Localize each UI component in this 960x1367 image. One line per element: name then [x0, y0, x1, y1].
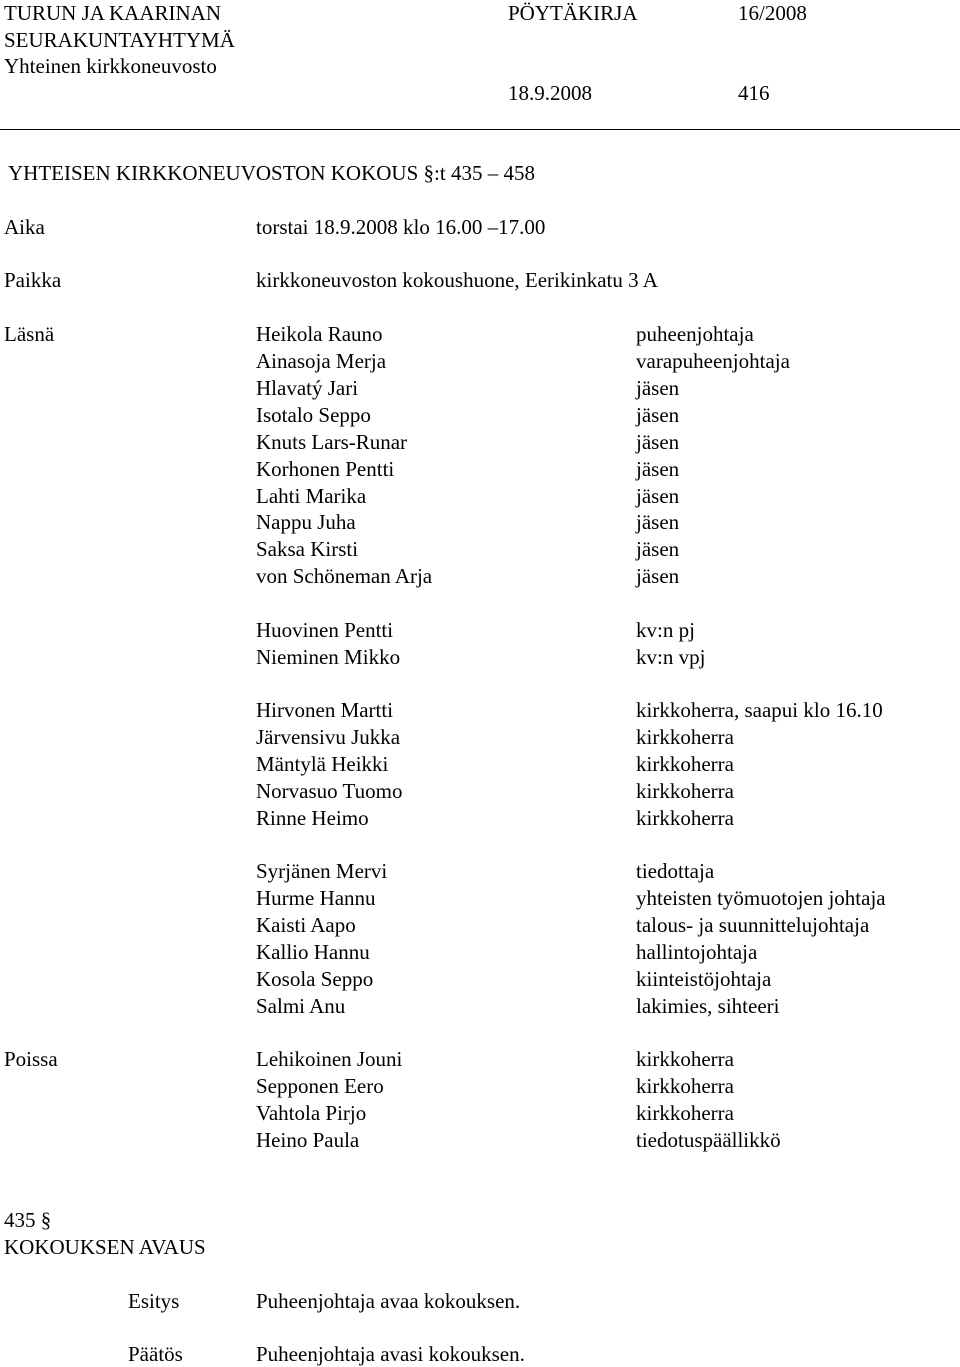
vicar-name: Norvasuo Tuomo — [256, 779, 403, 803]
council-role: kv:n vpj — [636, 645, 706, 669]
vicar-role: kirkkoherra, saapui klo 16.10 — [636, 698, 883, 722]
page-number: 416 — [738, 81, 770, 105]
council-name: Nieminen Mikko — [256, 645, 401, 669]
header-divider — [0, 129, 960, 130]
time-label: Aika — [4, 215, 45, 239]
absent-name: Vahtola Pirjo — [256, 1101, 367, 1125]
member-name: Lahti Marika — [256, 484, 367, 508]
section-title: KOKOUKSEN AVAUS — [4, 1235, 206, 1259]
doc-number: 16/2008 — [738, 1, 807, 25]
member-name: Isotalo Seppo — [256, 403, 371, 427]
proposal-label: Esitys — [128, 1289, 180, 1313]
member-name: Ainasoja Merja — [256, 349, 387, 373]
staff-role: yhteisten työmuotojen johtaja — [636, 886, 886, 910]
staff-name: Kallio Hannu — [256, 940, 370, 964]
vicar-role: kirkkoherra — [636, 779, 734, 803]
member-name: Heikola Rauno — [256, 322, 383, 346]
member-name: Saksa Kirsti — [256, 537, 359, 561]
absent-name: Lehikoinen Jouni — [256, 1047, 403, 1071]
absent-name: Sepponen Eero — [256, 1074, 384, 1098]
member-role: jäsen — [636, 537, 680, 561]
decision-text: Puheenjohtaja avasi kokouksen. — [256, 1342, 525, 1366]
vicar-role: kirkkoherra — [636, 752, 734, 776]
member-role: varapuheenjohtaja — [636, 349, 790, 373]
absent-label: Poissa — [4, 1047, 58, 1071]
proposal-text: Puheenjohtaja avaa kokouksen. — [256, 1289, 521, 1313]
absent-role: kirkkoherra — [636, 1101, 734, 1125]
org-name-line1: TURUN JA KAARINAN — [4, 1, 222, 25]
staff-name: Kosola Seppo — [256, 967, 374, 991]
council-role: kv:n pj — [636, 618, 695, 642]
present-label: Läsnä — [4, 322, 55, 346]
member-role: jäsen — [636, 376, 680, 400]
member-name: Korhonen Pentti — [256, 457, 395, 481]
council-name: Huovinen Pentti — [256, 618, 394, 642]
section-sign-icon: § — [423, 161, 435, 185]
vicar-name: Hirvonen Martti — [256, 698, 394, 722]
absent-role: tiedotuspäällikkö — [636, 1128, 781, 1152]
vicar-role: kirkkoherra — [636, 806, 734, 830]
doc-type: PÖYTÄKIRJA — [508, 1, 638, 25]
vicar-name: Rinne Heimo — [256, 806, 369, 830]
staff-role: tiedottaja — [636, 859, 715, 883]
decision-label: Päätös — [128, 1342, 183, 1366]
staff-name: Syrjänen Mervi — [256, 859, 388, 883]
staff-name: Hurme Hannu — [256, 886, 376, 910]
member-role: jäsen — [636, 403, 680, 427]
absent-name: Heino Paula — [256, 1128, 360, 1152]
staff-role: talous- ja suunnittelujohtaja — [636, 913, 870, 937]
place-label: Paikka — [4, 268, 62, 292]
member-name: Knuts Lars-Runar — [256, 430, 408, 454]
member-name: Hlavatý Jari — [256, 376, 359, 400]
absent-role: kirkkoherra — [636, 1074, 734, 1098]
doc-date: 18.9.2008 — [508, 81, 592, 105]
member-role: jäsen — [636, 457, 680, 481]
section-number: 435 § — [4, 1208, 52, 1232]
time-value: torstai 18.9.2008 klo 16.00 –17.00 — [256, 215, 546, 239]
org-name-line3: Yhteinen kirkkoneuvosto — [4, 54, 217, 78]
org-name-line2: SEURAKUNTAYHTYMÄ — [4, 28, 235, 52]
vicar-name: Järvensivu Jukka — [256, 725, 401, 749]
meeting-title: YHTEISEN KIRKKONEUVOSTON KOKOUS §:t 435 – 458 — [8, 161, 535, 185]
vicar-role: kirkkoherra — [636, 725, 734, 749]
staff-name: Salmi Anu — [256, 994, 346, 1018]
section-sign-icon: § — [40, 1208, 52, 1232]
staff-role: lakimies, sihteeri — [636, 994, 780, 1018]
staff-role: kiinteistöjohtaja — [636, 967, 772, 991]
member-role: jäsen — [636, 484, 680, 508]
staff-name: Kaisti Aapo — [256, 913, 356, 937]
staff-role: hallintojohtaja — [636, 940, 758, 964]
member-role: jäsen — [636, 430, 680, 454]
member-name: Nappu Juha — [256, 510, 356, 534]
place-value: kirkkoneuvoston kokoushuone, Eerikinkatu 3 A — [256, 268, 658, 292]
member-role: jäsen — [636, 564, 680, 588]
member-role: puheenjohtaja — [636, 322, 754, 346]
member-role: jäsen — [636, 510, 680, 534]
member-name: von Schöneman Arja — [256, 564, 433, 588]
vicar-name: Mäntylä Heikki — [256, 752, 389, 776]
absent-role: kirkkoherra — [636, 1047, 734, 1071]
